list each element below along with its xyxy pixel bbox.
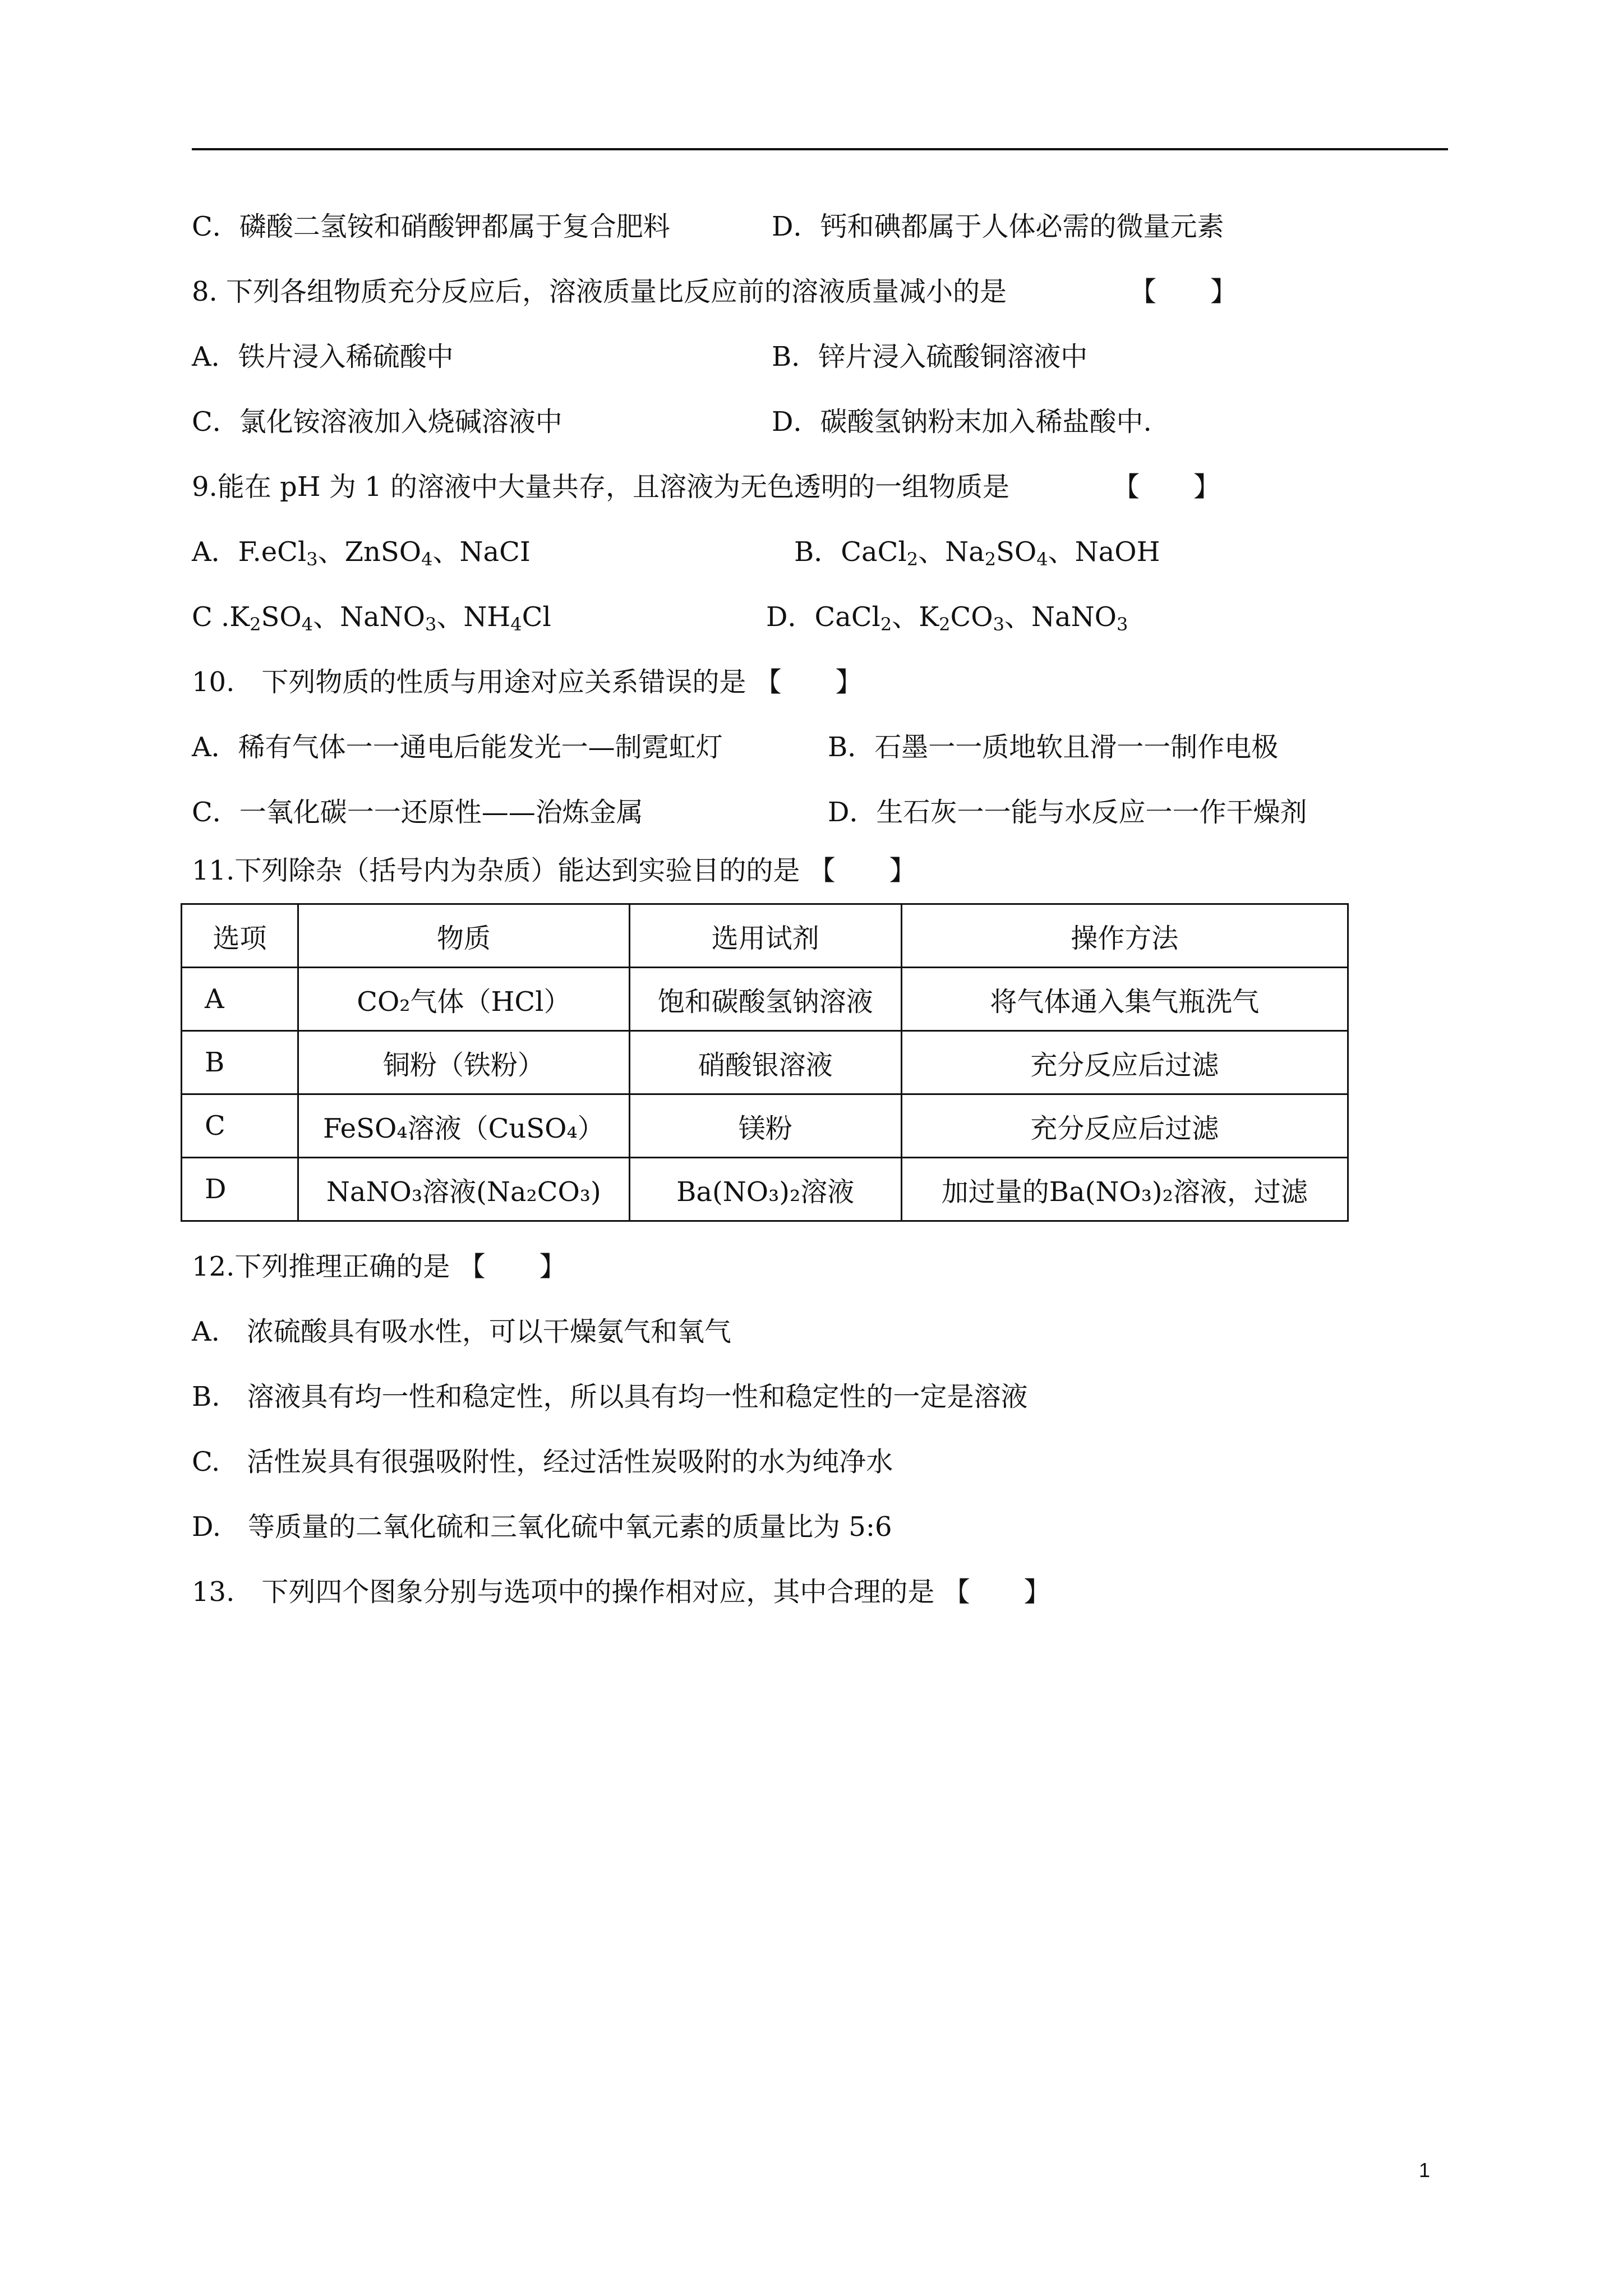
q11-cell-reagent: 硝酸银溶液: [629, 1031, 901, 1094]
table-row: [182, 1158, 1348, 1221]
q10-option-c: C．一氧化碳一一还原性——治炼金属: [192, 797, 643, 828]
q11-cell-method: 加过量的Ba(NO₃)₂溶液，过滤: [901, 1158, 1348, 1221]
q11-stem-row: [192, 854, 916, 887]
q8-option-d: D．碳酸氢钠粉末加入稀盐酸中.: [772, 406, 1152, 438]
q11-cell-substance: CO₂气体（HCl）: [298, 968, 629, 1031]
q12-option-c: C. 活性炭具有很强吸附性，经过活性炭吸附的水为纯净水: [192, 1446, 893, 1478]
q11-cell-option: B: [182, 1031, 298, 1094]
q13-stem: 13. 下列四个图象分别与选项中的操作相对应，其中合理的是: [192, 1576, 935, 1608]
q12-option-b: B. 溶液具有均一性和稳定性，所以具有均一性和稳定性的一定是溶液: [192, 1381, 1028, 1412]
q10-option-d: D．生石灰一一能与水反应一一作干燥剂: [828, 797, 1307, 828]
q8-options-row-1: [192, 340, 1088, 374]
q11-cell-method: 充分反应后过滤: [901, 1094, 1348, 1158]
q11-stem: 11.下列除杂（括号内为杂质）能达到实验目的的是: [192, 855, 800, 886]
q9-option-c: C $.K_2SO_4$、NaNO$_3$、$NH_4Cl$: [192, 601, 551, 635]
q9-stem: 9.能在 pH 为 1 的溶液中大量共存，且溶液为无色透明的一组物质是: [192, 471, 1009, 503]
q9-options-row-2: [192, 600, 1128, 635]
q9-option-a: A．F.eCl$_3$、ZnSO$_4$、NaCI: [192, 536, 531, 570]
q11-header-reagent: 选用试剂: [629, 904, 901, 968]
q10-options-row-1: [192, 730, 1279, 764]
q11-cell-reagent: 饱和碳酸氢钠溶液: [629, 968, 901, 1031]
q11-cell-reagent: 镁粉: [629, 1094, 901, 1158]
q8-stem: 8. 下列各组物质充分反应后，溶液质量比反应前的溶液质量减小的是: [192, 276, 1007, 307]
q12-answer-bracket: 【 】: [458, 1251, 566, 1282]
table-row: [182, 1031, 1348, 1094]
q11-cell-substance: 铜粉（铁粉）: [298, 1031, 629, 1094]
q11-cell-option: D: [182, 1158, 298, 1221]
q13-answer-bracket: 【 】: [943, 1576, 1051, 1608]
q11-cell-method: 充分反应后过滤: [901, 1031, 1348, 1094]
q8-options-row-2: [192, 405, 1152, 439]
q7-options-row: [192, 210, 1224, 243]
q11-header-substance: 物质: [298, 904, 629, 968]
q11-table: [181, 903, 1349, 1222]
q9-answer-bracket: 【 】: [1113, 471, 1221, 503]
q11-cell-substance: NaNO₃溶液(Na₂CO₃): [298, 1158, 629, 1221]
table-row: [182, 1094, 1348, 1158]
q9-option-b: B．CaCl$_2$、$Na_2SO_4$、NaOH: [794, 536, 1160, 570]
q11-cell-reagent: Ba(NO₃)₂溶液: [629, 1158, 901, 1221]
q12-option-a: A. 浓硫酸具有吸水性，可以干燥氨气和氧气: [192, 1316, 731, 1347]
q11-header-option: 选项: [182, 904, 298, 968]
q11-header-method: 操作方法: [901, 904, 1348, 968]
q10-stem: 10. 下列物质的性质与用途对应关系错误的是: [192, 666, 746, 698]
page-number: 1: [1419, 2159, 1431, 2182]
q7-option-d: D．钙和碘都属于人体必需的微量元素: [772, 211, 1224, 242]
q8-option-c: C．氯化铵溶液加入烧碱溶液中: [192, 406, 562, 438]
q11-answer-bracket: 【 】: [808, 855, 916, 886]
q9-stem-row: [192, 470, 1221, 504]
header-rule: [192, 148, 1448, 150]
q10-answer-bracket: 【 】: [754, 666, 863, 698]
q8-option-b: B．锌片浸入硫酸铜溶液中: [772, 341, 1088, 372]
q11-cell-option: C: [182, 1094, 298, 1158]
q10-options-row-2: [192, 795, 1307, 829]
q8-option-a: A．铁片浸入稀硫酸中: [192, 341, 454, 372]
q10-stem-row: [192, 665, 863, 699]
q11-table-header-row: [182, 904, 1348, 968]
q10-option-a: A．稀有气体一一通电后能发光一—制霓虹灯: [192, 731, 723, 763]
q8-stem-row: [192, 275, 1238, 309]
q13-stem-row: [192, 1575, 1051, 1609]
q7-option-c: C．磷酸二氢铵和硝酸钾都属于复合肥料: [192, 211, 670, 242]
q12-stem-row: [192, 1250, 566, 1283]
q9-options-row-1: [192, 535, 1160, 570]
q8-answer-bracket: 【 】: [1129, 276, 1238, 307]
q9-option-d: D．CaCl$_2$、$K_2CO_3$、NaNO$_3$: [766, 601, 1128, 635]
q11-cell-method: 将气体通入集气瓶洗气: [901, 968, 1348, 1031]
q12-stem: 12.下列推理正确的是: [192, 1251, 450, 1282]
q12-option-d: D. 等质量的二氧化硫和三氧化硫中氧元素的质量比为 5:6: [192, 1511, 892, 1543]
q11-cell-substance: FeSO₄溶液（CuSO₄）: [298, 1094, 629, 1158]
q10-option-b: B．石墨一一质地软且滑一一制作电极: [828, 731, 1279, 763]
table-row: [182, 968, 1348, 1031]
q11-cell-option: A: [182, 968, 298, 1031]
